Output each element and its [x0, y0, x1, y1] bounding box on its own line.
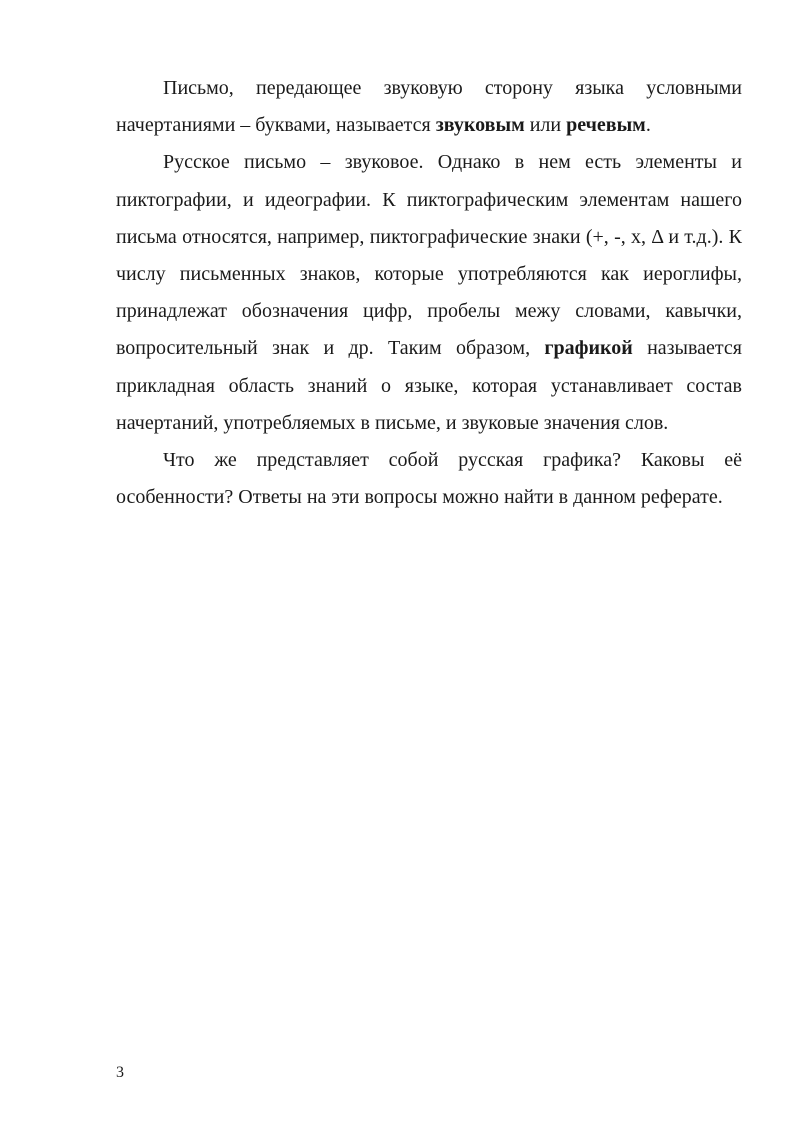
paragraph-2-end: называется прикладная область знаний о языке, которая устанавливает состав начертаний, употребляемых в письме, и звуковые значения слов.	[116, 337, 742, 434]
term-rechevym: речевым	[566, 114, 646, 137]
body-text	[116, 70, 742, 516]
paragraph-2-text: Русское письмо – звуковое. Однако в нем есть элементы и пиктографии, и идеографии. К пиктографическим элементам нашего письма относятся, например, пиктографические знаки (+, -, х, Δ и т.д.). К числу письменных знаков, которые употребляются как иероглифы, принадлежат обозначения цифр, пробелы межу словами, кавычки, вопросительный знак и др. Таким образом,	[116, 151, 742, 360]
paragraph-2	[116, 144, 742, 442]
term-grafikoy: графикой	[544, 337, 633, 360]
paragraph-3-text: Что же представляет собой русская графика? Каковы её особенности? Ответы на эти вопросы можно найти в данном реферате.	[116, 449, 742, 509]
paragraph-1	[116, 70, 742, 144]
term-zvukovym: звуковым	[435, 114, 525, 137]
paragraph-1-text: Письмо, передающее звуковую сторону языка условными начертаниями – буквами, называется	[116, 77, 742, 137]
page-number: 3	[116, 1064, 124, 1081]
paragraph-3	[116, 442, 742, 516]
paragraph-1-end: .	[645, 114, 651, 137]
paragraph-1-conjunction: или	[524, 114, 567, 137]
